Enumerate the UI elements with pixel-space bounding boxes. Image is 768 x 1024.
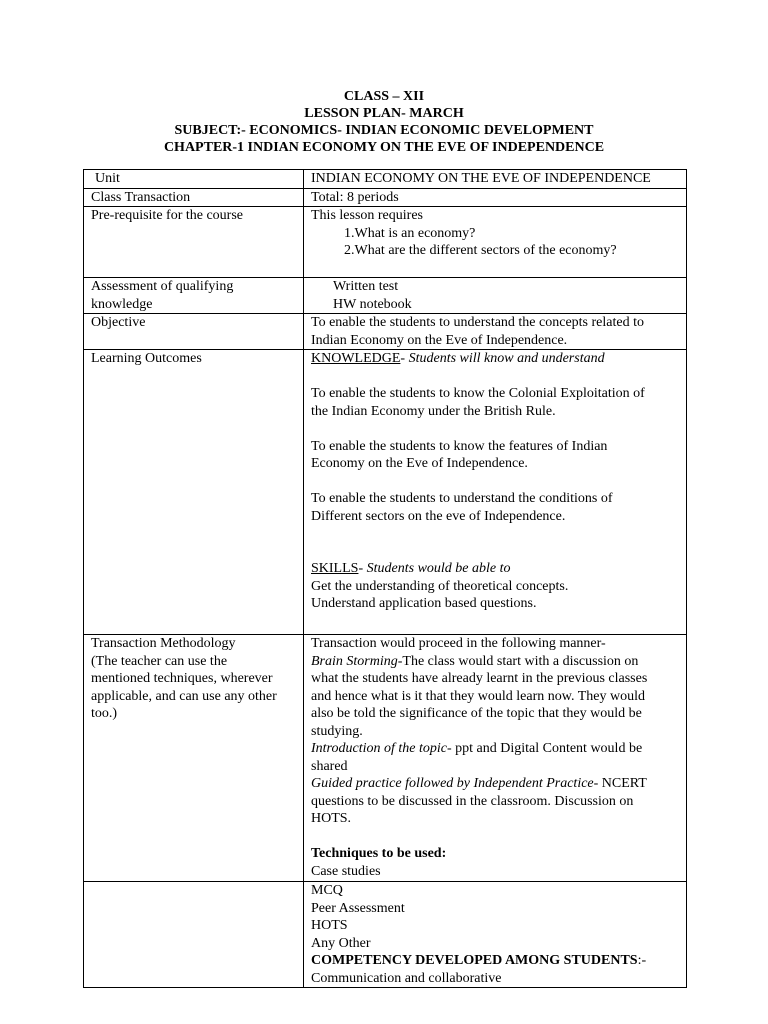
lesson-plan-table (83, 169, 687, 988)
technique-item: HOTS (311, 918, 348, 933)
assessment-label-line1: Assessment of qualifying (91, 279, 234, 294)
brainstorming-line: also be told the significance of the topic that they would be (311, 706, 642, 721)
assessment-label-line2: knowledge (91, 296, 153, 312)
knowledge-line: KNOWLEDGE- Students will know and understand (311, 351, 605, 366)
skills-heading: SKILLS (311, 561, 359, 576)
guided-practice-title: Guided practice followed by Independent Practice (311, 776, 594, 791)
row-continued (84, 882, 687, 988)
row-prerequisite (84, 207, 687, 278)
technique-item: Case studies (311, 863, 381, 879)
technique-item: Peer Assessment (311, 900, 405, 916)
document-header (0, 88, 768, 156)
prerequisite-label: Pre-requisite for the course (84, 207, 304, 278)
knowledge-point-2-line2: Economy on the Eve of Independence. (311, 456, 528, 471)
brainstorming-line: studying. (311, 723, 363, 739)
technique-item: MCQ (311, 883, 343, 898)
methodology-note-line: applicable, and can use any other (91, 688, 277, 704)
techniques-heading: Techniques to be used: (311, 846, 447, 861)
brainstorming-line: what the students have already learnt in the previous classes (311, 671, 648, 686)
competency-item: Communication and collaborative (311, 970, 502, 986)
row-methodology: Transaction Methodology (The teacher can use the mentioned techniques, wherever applicable, and can use any other too.) Transaction would proceed in the following manner- Brain Storming-The class would start with a discussion on what the students have already learnt in the previous classes and hence what is it that they would learn now. They would also be told the significance of the topic that they would be studying. Introduction of the topic- ppt and Digital Content would be shared Guided practice followed by Independent Practice- NCERT questions to be discussed in the classroom. Discussion on HOTS. Techniques to be used: Case studies (84, 635, 687, 882)
skill-point-1: Get the understanding of theoretical concepts. (311, 578, 569, 594)
unit-label: Unit (95, 171, 120, 186)
row-assessment (84, 278, 687, 314)
competency-line: COMPETENCY DEVELOPED AMONG STUDENTS:- (311, 953, 647, 968)
row-learning-outcomes (84, 350, 687, 635)
brainstorming-title: Brain Storming (311, 653, 398, 669)
methodology-note-line: too.) (91, 706, 118, 721)
knowledge-point-3-line1: To enable the students to understand the conditions of (311, 491, 613, 506)
technique-item: Any Other (311, 935, 371, 951)
row-objective (84, 314, 687, 350)
guided-practice-line: questions to be discussed in the classroom. Discussion on (311, 793, 634, 809)
learning-outcomes-label: Learning Outcomes (84, 350, 304, 635)
unit-value: INDIAN ECONOMY ON THE EVE OF INDEPENDENCE (304, 170, 687, 189)
methodology-label: Transaction Methodology (91, 636, 236, 651)
introduction-line: shared (311, 758, 348, 774)
subject-title: SUBJECT:- ECONOMICS- INDIAN ECONOMIC DEVELOPMENT (174, 123, 594, 138)
objective-line2: Indian Economy on the Eve of Independence. (311, 332, 568, 348)
guided-practice-line: HOTS. (311, 811, 352, 826)
skill-point-2: Understand application based questions. (311, 596, 537, 611)
brainstorming-line: and hence what is it that they would learn now. They would (311, 688, 645, 704)
knowledge-point-2-line1: To enable the students to know the features of Indian (311, 438, 608, 454)
class-transaction-value: Total: 8 periods (304, 188, 687, 207)
row-unit (84, 170, 687, 189)
methodology-intro: Transaction would proceed in the following manner- (311, 636, 606, 651)
chapter-title: CHAPTER-1 INDIAN ECONOMY ON THE EVE OF INDEPENDENCE (163, 140, 605, 155)
list-item: HW notebook (333, 296, 412, 312)
competency-heading: COMPETENCY DEVELOPED AMONG STUDENTS (311, 953, 638, 968)
class-title: CLASS – XII (343, 89, 425, 104)
prerequisite-intro: This lesson requires (311, 208, 423, 223)
knowledge-heading: KNOWLEDGE (311, 351, 401, 366)
list-item: 2.What are the different sectors of the economy? (344, 243, 617, 258)
methodology-note-line: (The teacher can use the (91, 653, 228, 669)
methodology-note-line: mentioned techniques, wherever (91, 671, 273, 686)
lesson-plan-title: LESSON PLAN- MARCH (304, 106, 464, 121)
row-class-transaction (84, 188, 687, 207)
skills-tagline: Students would be able to (366, 561, 511, 576)
skills-line: SKILLS- Students would be able to (311, 561, 511, 576)
objective-label: Objective (84, 314, 304, 350)
knowledge-point-1-line1: To enable the students to know the Colonial Exploitation of (311, 386, 645, 401)
objective-line1: To enable the students to understand the concepts related to (311, 315, 644, 330)
knowledge-point-3-line2: Different sectors on the eve of Independence. (311, 508, 566, 524)
list-item: 1.What is an economy? (344, 225, 476, 241)
knowledge-tagline: Students will know and understand (408, 351, 605, 366)
prerequisite-list (311, 225, 680, 260)
knowledge-point-1-line2: the Indian Economy under the British Rule. (311, 403, 556, 419)
introduction-title: Introduction of the topic (311, 741, 447, 756)
class-transaction-label: Class Transaction (84, 188, 304, 207)
list-item: Written test (333, 279, 399, 294)
